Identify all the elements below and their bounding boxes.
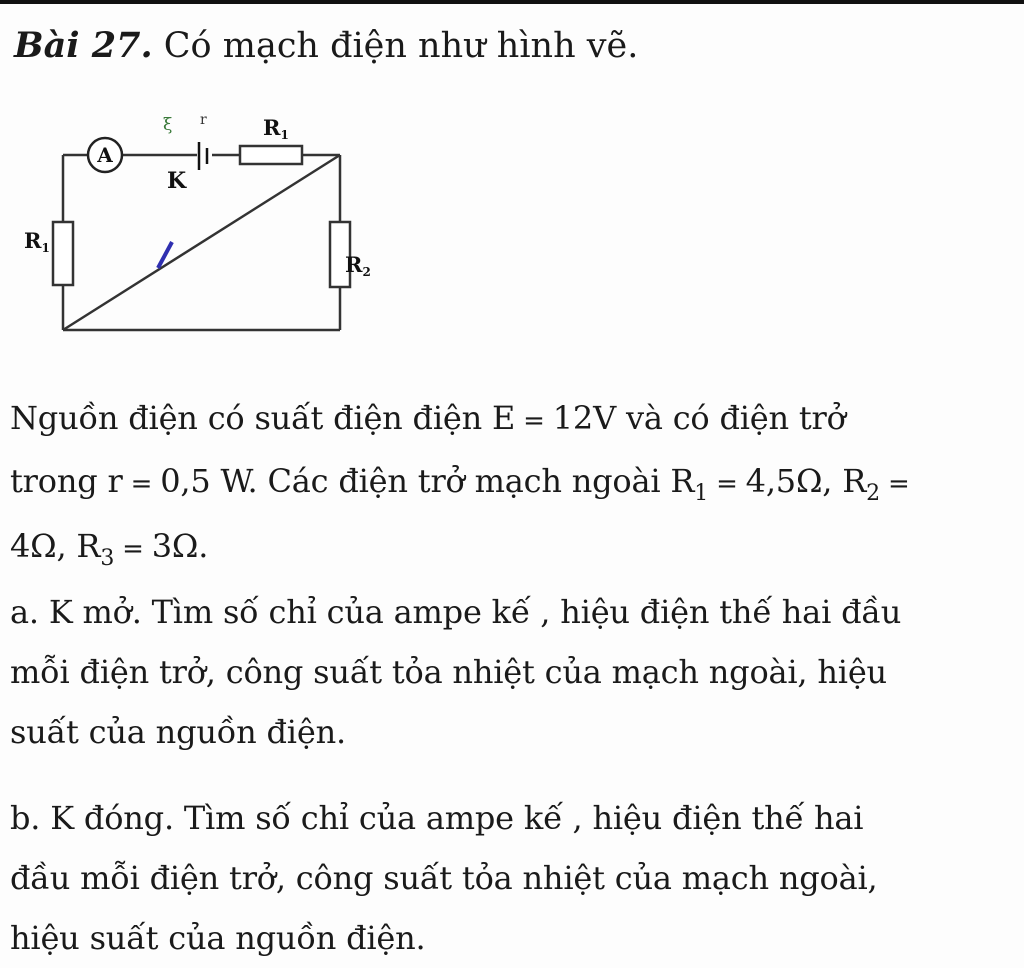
question-a bbox=[10, 582, 901, 762]
problem-heading: Có mạch điện như hình vẽ. bbox=[163, 26, 639, 66]
resistor-left bbox=[53, 222, 73, 285]
top-border bbox=[0, 0, 1024, 4]
internal-resistance-label: r bbox=[200, 112, 207, 128]
switch-label: K bbox=[167, 168, 187, 194]
ammeter-label: A bbox=[97, 143, 113, 167]
question-b-line-3: hiệu suất của nguồn điện. bbox=[10, 919, 426, 957]
question-a-line-3: suất của nguồn điện. bbox=[10, 713, 346, 751]
battery-symbol bbox=[199, 142, 207, 170]
resistor-left-label: R1 bbox=[24, 228, 50, 255]
statement-line-1: Nguồn điện có suất điện điện E = 12V và có điện trở bbox=[10, 399, 846, 437]
problem-statement bbox=[10, 388, 918, 581]
problem-title bbox=[14, 24, 638, 68]
question-b-line-1: b. K đóng. Tìm số chỉ của ampe kế , hiệu điện thế hai bbox=[10, 799, 864, 837]
resistor-r2-label: R2 bbox=[345, 252, 371, 279]
circuit-diagram bbox=[0, 90, 420, 350]
question-a-line-2: mỗi điện trở, công suất tỏa nhiệt của mạch ngoài, hiệu bbox=[10, 653, 887, 691]
circuit-wires bbox=[63, 155, 340, 330]
statement-line-2: trong r = 0,5 W. Các điện trở mạch ngoài $R_1 = 4,5\Omega$, $R_2$ = bbox=[10, 462, 910, 506]
question-b-line-2: đầu mỗi điện trở, công suất tỏa nhiệt của mạch ngoài, bbox=[10, 859, 878, 897]
question-a-line-1: a. K mở. Tìm số chỉ của ampe kế , hiệu điện thế hai đầu bbox=[10, 593, 902, 631]
emf-label: ξ bbox=[163, 115, 173, 135]
question-b bbox=[10, 788, 877, 968]
resistor-r1-top bbox=[240, 146, 302, 164]
statement-line-3: 4Ω, $R_3 = 3\Omega$. bbox=[10, 527, 209, 571]
problem-number: Bài 27. bbox=[14, 25, 153, 66]
resistor-r1-top-label: R1 bbox=[263, 115, 289, 142]
